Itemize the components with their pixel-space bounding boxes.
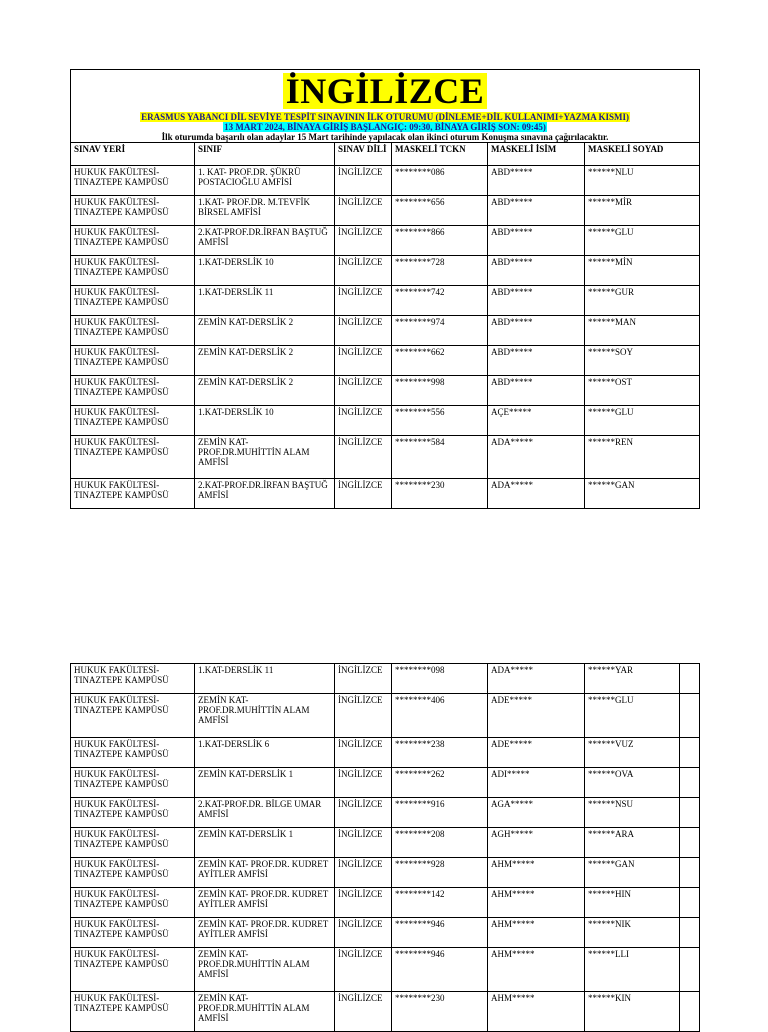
tckn-cell: ********584 — [392, 436, 488, 479]
place-cell: HUKUK FAKÜLTESİ-TINAZTEPE KAMPÜSÜ — [71, 406, 195, 436]
name-cell: ABD***** — [488, 316, 585, 346]
place-cell: HUKUK FAKÜLTESİ-TINAZTEPE KAMPÜSÜ — [71, 664, 195, 694]
surname-cell: ******GLU — [585, 406, 700, 436]
empty-cell — [680, 664, 700, 694]
language-cell: İNGİLİZCE — [335, 992, 392, 1032]
tckn-cell: ********998 — [392, 376, 488, 406]
exam-subtitle: ERASMUS YABANCI DİL SEVİYE TESPİT SINAVININ İLK OTURUMU (DİNLEME+DİL KULLANIMI+YAZMA KISMI) — [141, 112, 629, 122]
language-cell: İNGİLİZCE — [335, 316, 392, 346]
column-header: MASKELİ İSİM — [488, 143, 585, 166]
tckn-cell: ********208 — [392, 828, 488, 858]
language-cell: İNGİLİZCE — [335, 196, 392, 226]
surname-cell: ******MİN — [585, 256, 700, 286]
table-row — [71, 436, 700, 479]
name-cell: AHM***** — [488, 948, 585, 992]
exam-table — [70, 663, 700, 1032]
column-header: SINIF — [195, 143, 335, 166]
table-row — [71, 346, 700, 376]
empty-cell — [680, 948, 700, 992]
surname-cell: ******OVA — [585, 768, 680, 798]
surname-cell: ******MİR — [585, 196, 700, 226]
place-cell: HUKUK FAKÜLTESİ-TINAZTEPE KAMPÜSÜ — [71, 346, 195, 376]
tckn-cell: ********866 — [392, 226, 488, 256]
table-row — [71, 664, 700, 694]
surname-cell: ******LLI — [585, 948, 680, 992]
table-row — [71, 479, 700, 509]
exam-table-page2 — [70, 663, 699, 1032]
room-cell: ZEMİN KAT-DERSLİK 2 — [195, 346, 335, 376]
language-cell: İNGİLİZCE — [335, 256, 392, 286]
language-cell: İNGİLİZCE — [335, 479, 392, 509]
room-cell: 1.KAT-DERSLİK 10 — [195, 406, 335, 436]
room-cell: 1.KAT-DERSLİK 6 — [195, 738, 335, 768]
tckn-cell: ********656 — [392, 196, 488, 226]
tckn-cell: ********742 — [392, 286, 488, 316]
place-cell: HUKUK FAKÜLTESİ-TINAZTEPE KAMPÜSÜ — [71, 376, 195, 406]
surname-cell: ******NIK — [585, 918, 680, 948]
tckn-cell: ********946 — [392, 948, 488, 992]
empty-cell — [680, 798, 700, 828]
exam-date-line: 13 MART 2024, BİNAYA GİRİŞ BAŞLANGIÇ: 09:30, BİNAYA GİRİŞ SON: 09:45) — [224, 122, 546, 132]
column-header: SINAV DİLİ — [335, 143, 392, 166]
table-row — [71, 992, 700, 1032]
empty-cell — [680, 828, 700, 858]
name-cell: ADI***** — [488, 768, 585, 798]
name-cell: ADA***** — [488, 664, 585, 694]
surname-cell: ******GUR — [585, 286, 700, 316]
language-cell: İNGİLİZCE — [335, 286, 392, 316]
surname-cell: ******OST — [585, 376, 700, 406]
place-cell: HUKUK FAKÜLTESİ-TINAZTEPE KAMPÜSÜ — [71, 286, 195, 316]
language-cell: İNGİLİZCE — [335, 694, 392, 738]
surname-cell: ******MAN — [585, 316, 700, 346]
name-cell: ABD***** — [488, 196, 585, 226]
tckn-cell: ********238 — [392, 738, 488, 768]
name-cell: AÇE***** — [488, 406, 585, 436]
name-cell: ADA***** — [488, 479, 585, 509]
table-row — [71, 316, 700, 346]
name-cell: AGA***** — [488, 798, 585, 828]
surname-cell: ******GAN — [585, 479, 700, 509]
language-cell: İNGİLİZCE — [335, 738, 392, 768]
exam-table-page1 — [70, 69, 699, 509]
exam-note: İlk oturumda başarılı olan adaylar 15 Mart tarihinde yapılacak olan ikinci oturum Konuşma sınavına çağırılacaktır. — [161, 132, 609, 142]
empty-cell — [680, 694, 700, 738]
name-cell: ABD***** — [488, 286, 585, 316]
exam-table — [70, 69, 700, 509]
table-row — [71, 798, 700, 828]
place-cell: HUKUK FAKÜLTESİ-TINAZTEPE KAMPÜSÜ — [71, 828, 195, 858]
place-cell: HUKUK FAKÜLTESİ-TINAZTEPE KAMPÜSÜ — [71, 918, 195, 948]
column-header: MASKELİ SOYAD — [585, 143, 700, 166]
language-cell: İNGİLİZCE — [335, 406, 392, 436]
room-cell: 2.KAT-PROF.DR. BİLGE UMAR AMFİSİ — [195, 798, 335, 828]
tckn-cell: ********946 — [392, 918, 488, 948]
tckn-cell: ********098 — [392, 664, 488, 694]
place-cell: HUKUK FAKÜLTESİ-TINAZTEPE KAMPÜSÜ — [71, 479, 195, 509]
surname-cell: ******NSU — [585, 798, 680, 828]
table-row — [71, 406, 700, 436]
empty-cell — [680, 858, 700, 888]
tckn-cell: ********262 — [392, 768, 488, 798]
room-cell: ZEMİN KAT-DERSLİK 1 — [195, 768, 335, 798]
room-cell: ZEMİN KAT- PROF.DR. KUDRET AYİTLER AMFİSİ — [195, 918, 335, 948]
room-cell: ZEMİN KAT- PROF.DR. KUDRET AYİTLER AMFİSİ — [195, 888, 335, 918]
name-cell: ADE***** — [488, 738, 585, 768]
tckn-cell: ********406 — [392, 694, 488, 738]
surname-cell: ******GLU — [585, 694, 680, 738]
room-cell: ZEMİN KAT-DERSLİK 2 — [195, 376, 335, 406]
tckn-cell: ********230 — [392, 992, 488, 1032]
name-cell: ABD***** — [488, 226, 585, 256]
name-cell: AHM***** — [488, 858, 585, 888]
room-cell: 2.KAT-PROF.DR.İRFAN BAŞTUĞ AMFİSİ — [195, 479, 335, 509]
room-cell: 1.KAT-DERSLİK 10 — [195, 256, 335, 286]
room-cell: ZEMİN KAT-PROF.DR.MUHİTTİN ALAM AMFİSİ — [195, 436, 335, 479]
table-row — [71, 888, 700, 918]
empty-cell — [680, 738, 700, 768]
place-cell: HUKUK FAKÜLTESİ-TINAZTEPE KAMPÜSÜ — [71, 316, 195, 346]
column-header: MASKELİ TCKN — [392, 143, 488, 166]
room-cell: 1.KAT-DERSLİK 11 — [195, 664, 335, 694]
language-cell: İNGİLİZCE — [335, 858, 392, 888]
surname-cell: ******REN — [585, 436, 700, 479]
place-cell: HUKUK FAKÜLTESİ-TINAZTEPE KAMPÜSÜ — [71, 888, 195, 918]
surname-cell: ******VUZ — [585, 738, 680, 768]
place-cell: HUKUK FAKÜLTESİ-TINAZTEPE KAMPÜSÜ — [71, 738, 195, 768]
tckn-cell: ********916 — [392, 798, 488, 828]
document-header — [71, 70, 700, 143]
language-cell: İNGİLİZCE — [335, 226, 392, 256]
name-cell: AHM***** — [488, 992, 585, 1032]
room-cell: ZEMİN KAT-DERSLİK 1 — [195, 828, 335, 858]
tckn-cell: ********728 — [392, 256, 488, 286]
place-cell: HUKUK FAKÜLTESİ-TINAZTEPE KAMPÜSÜ — [71, 768, 195, 798]
place-cell: HUKUK FAKÜLTESİ-TINAZTEPE KAMPÜSÜ — [71, 798, 195, 828]
language-cell: İNGİLİZCE — [335, 376, 392, 406]
language-cell: İNGİLİZCE — [335, 918, 392, 948]
room-cell: ZEMİN KAT-PROF.DR.MUHİTTİN ALAM AMFİSİ — [195, 694, 335, 738]
name-cell: AHM***** — [488, 888, 585, 918]
place-cell: HUKUK FAKÜLTESİ-TINAZTEPE KAMPÜSÜ — [71, 256, 195, 286]
place-cell: HUKUK FAKÜLTESİ-TINAZTEPE KAMPÜSÜ — [71, 436, 195, 479]
language-cell: İNGİLİZCE — [335, 436, 392, 479]
page-title: İNGİLİZCE — [283, 73, 488, 109]
table-row — [71, 226, 700, 256]
language-cell: İNGİLİZCE — [335, 828, 392, 858]
table-row — [71, 694, 700, 738]
language-cell: İNGİLİZCE — [335, 768, 392, 798]
table-row — [71, 256, 700, 286]
language-cell: İNGİLİZCE — [335, 888, 392, 918]
table-row — [71, 768, 700, 798]
room-cell: 1.KAT- PROF.DR. M.TEVFİK BİRSEL AMFİSİ — [195, 196, 335, 226]
place-cell: HUKUK FAKÜLTESİ-TINAZTEPE KAMPÜSÜ — [71, 196, 195, 226]
surname-cell: ******GLU — [585, 226, 700, 256]
place-cell: HUKUK FAKÜLTESİ-TINAZTEPE KAMPÜSÜ — [71, 992, 195, 1032]
surname-cell: ******NLU — [585, 166, 700, 196]
name-cell: ABD***** — [488, 346, 585, 376]
table-row — [71, 828, 700, 858]
place-cell: HUKUK FAKÜLTESİ-TINAZTEPE KAMPÜSÜ — [71, 948, 195, 992]
language-cell: İNGİLİZCE — [335, 948, 392, 992]
table-row — [71, 286, 700, 316]
name-cell: ADE***** — [488, 694, 585, 738]
table-row — [71, 738, 700, 768]
table-row — [71, 196, 700, 226]
surname-cell: ******SOY — [585, 346, 700, 376]
place-cell: HUKUK FAKÜLTESİ-TINAZTEPE KAMPÜSÜ — [71, 858, 195, 888]
name-cell: ABD***** — [488, 256, 585, 286]
language-cell: İNGİLİZCE — [335, 166, 392, 196]
language-cell: İNGİLİZCE — [335, 664, 392, 694]
surname-cell: ******GAN — [585, 858, 680, 888]
room-cell: 1. KAT- PROF.DR. ŞÜKRÜ POSTACIOĞLU AMFİSİ — [195, 166, 335, 196]
room-cell: 1.KAT-DERSLİK 11 — [195, 286, 335, 316]
tckn-cell: ********928 — [392, 858, 488, 888]
room-cell: 2.KAT-PROF.DR.İRFAN BAŞTUĞ AMFİSİ — [195, 226, 335, 256]
empty-cell — [680, 768, 700, 798]
empty-cell — [680, 918, 700, 948]
room-cell: ZEMİN KAT-PROF.DR.MUHİTTİN ALAM AMFİSİ — [195, 992, 335, 1032]
surname-cell: ******HIN — [585, 888, 680, 918]
table-row — [71, 918, 700, 948]
name-cell: ADA***** — [488, 436, 585, 479]
name-cell: ABD***** — [488, 166, 585, 196]
column-header: SINAV YERİ — [71, 143, 195, 166]
name-cell: AGH***** — [488, 828, 585, 858]
table-row — [71, 376, 700, 406]
surname-cell: ******KIN — [585, 992, 680, 1032]
name-cell: ABD***** — [488, 376, 585, 406]
table-row — [71, 948, 700, 992]
place-cell: HUKUK FAKÜLTESİ-TINAZTEPE KAMPÜSÜ — [71, 226, 195, 256]
table-row — [71, 858, 700, 888]
room-cell: ZEMİN KAT-DERSLİK 2 — [195, 316, 335, 346]
tckn-cell: ********974 — [392, 316, 488, 346]
tckn-cell: ********662 — [392, 346, 488, 376]
empty-cell — [680, 992, 700, 1032]
language-cell: İNGİLİZCE — [335, 798, 392, 828]
table-row — [71, 166, 700, 196]
room-cell: ZEMİN KAT-PROF.DR.MUHİTTİN ALAM AMFİSİ — [195, 948, 335, 992]
name-cell: AHM***** — [488, 918, 585, 948]
column-header-row — [71, 143, 700, 166]
room-cell: ZEMİN KAT- PROF.DR. KUDRET AYİTLER AMFİSİ — [195, 858, 335, 888]
tckn-cell: ********086 — [392, 166, 488, 196]
tckn-cell: ********142 — [392, 888, 488, 918]
language-cell: İNGİLİZCE — [335, 346, 392, 376]
tckn-cell: ********230 — [392, 479, 488, 509]
surname-cell: ******YAR — [585, 664, 680, 694]
empty-cell — [680, 888, 700, 918]
place-cell: HUKUK FAKÜLTESİ-TINAZTEPE KAMPÜSÜ — [71, 166, 195, 196]
place-cell: HUKUK FAKÜLTESİ-TINAZTEPE KAMPÜSÜ — [71, 694, 195, 738]
surname-cell: ******ARA — [585, 828, 680, 858]
tckn-cell: ********556 — [392, 406, 488, 436]
